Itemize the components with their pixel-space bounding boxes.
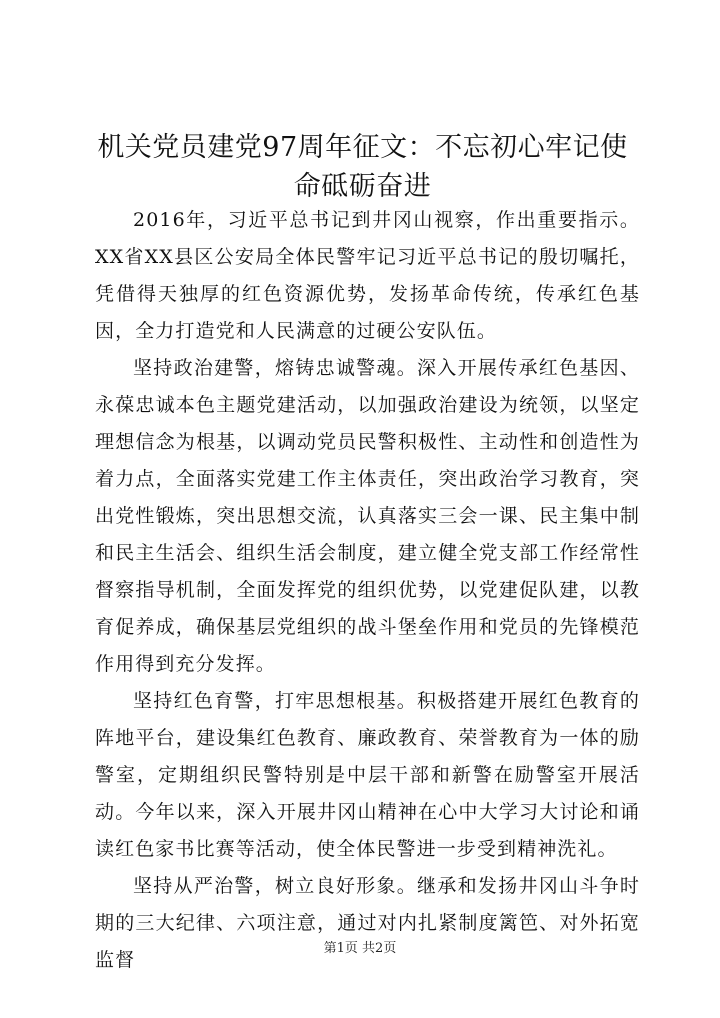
page-number-footer: 第1页 共2页 [323,941,397,956]
paragraph-strict-discipline: 坚持从严治警，树立良好形象。继承和发扬井冈山斗争时期的三大纪律、六项注意，通过对内扎紧制度篱笆、对外拓宽监督 [95,875,640,971]
document-title: 机关党员建党97周年征文：不忘初心牢记使命砥砺奋进 [97,132,628,202]
paragraph-intro: 2016年，习近平总书记到井冈山视察，作出重要指示。XX省XX县区公安局全体民警牢记习近平总书记的殷切嘱托，凭借得天独厚的红色资源优势，发扬革命传统，传承红色基因，全力打造党和人民满意的过硬公安队伍。 [95,209,640,342]
paragraph-red-education: 坚持红色育警，打牢思想根基。积极搭建开展红色教育的阵地平台，建设集红色教育、廉政教育、荣誉教育为一体的励警室，定期组织民警特别是中层干部和新警在励警室开展活动。今年以来，深入开展井冈山精神在心中大学习大讨论和诵读红色家书比赛等活动，使全体民警进一步受到精神洗礼。 [95,690,640,860]
paragraph-political: 坚持政治建警，熔铸忠诚警魂。深入开展传承红色基因、永葆忠诚本色主题党建活动，以加强政治建设为统领，以坚定理想信念为根基，以调动党员民警积极性、主动性和创造性为着力点，全面落实党建工作主体责任，突出政治学习教育，突出党性锻炼，突出思想交流，认真落实三会一课、民主集中制和民主生活会、组织生活会制度，建立健全党支部工作经常性督察指导机制，全面发挥党的组织优势，以党建促队建，以教育促养成，确保基层党组织的战斗堡垒作用和党员的先锋模范作用得到充分发挥。 [95,357,640,675]
document-body [95,202,640,979]
